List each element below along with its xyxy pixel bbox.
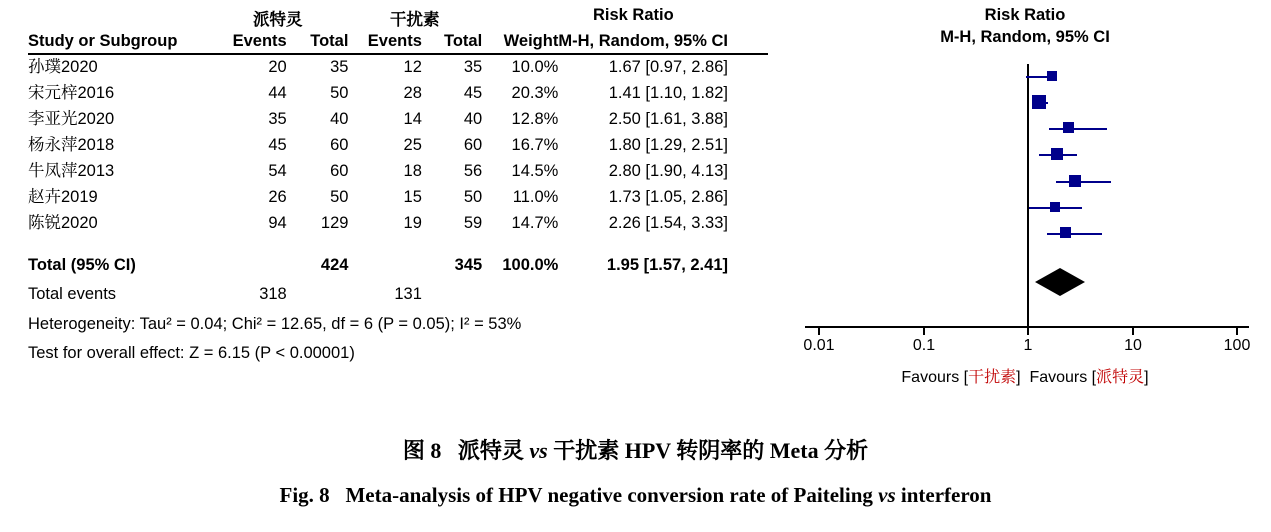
cell-events-exp: 45 [268,135,287,154]
table-row [28,211,768,237]
axis-tick-label: 10 [1124,337,1142,354]
cell-weight: 14.7% [511,213,559,232]
cell-total-weight: 100.0% [502,256,559,275]
effect-box [1063,122,1074,133]
cell-events-exp: 54 [268,161,287,180]
table-row [28,107,768,133]
figure-caption-chinese [0,434,1271,465]
cell-weight: 14.5% [511,161,559,180]
axis-tick [1236,328,1238,335]
favours-left-name: 干扰素 [968,369,1017,386]
caption-cn-a: 派特灵 [457,438,524,463]
caption-cn-vs: vs [529,438,548,463]
cell-events-exp: 26 [268,187,287,206]
cell-total-exp: 50 [330,83,349,102]
caption-cn-number: 图 8 [402,438,442,463]
cell-study: 赵卉2019 [28,187,98,206]
cell-events-ctl: 12 [403,58,422,76]
table-row [28,133,768,159]
favours-right-name: 派特灵 [1096,369,1145,386]
null-effect-line [1027,64,1029,328]
cell-total-exp: 60 [330,135,349,154]
cell-ci: 2.50 [1.61, 3.88] [608,109,728,128]
cell-study: 李亚光2020 [28,109,115,128]
cell-total-events-exp: 318 [259,285,287,304]
col-events-exp: Events [216,32,287,54]
cell-study: 杨永萍2018 [28,135,115,154]
table-body [28,54,768,308]
favours-left-close: ] [1016,369,1021,386]
cell-total-exp: 424 [320,256,349,275]
axis-tick-label: 1 [1023,337,1033,354]
axis-tick-label: 0.01 [803,337,835,354]
table-row [28,54,768,81]
table-row [28,159,768,185]
effect-box [1060,227,1071,238]
figure-caption-english [0,483,1271,508]
cell-weight: 20.3% [511,83,559,102]
cell-total-exp: 50 [330,187,349,206]
cell-total-ctl: 59 [463,213,483,232]
cell-ci: 1.67 [0.97, 2.86] [608,58,728,76]
col-ci: M-H, Random, 95% CI [558,32,768,54]
table-total-row [28,236,768,279]
favours-right-close: ] [1144,369,1149,386]
table-total-events-row [28,279,768,308]
cell-study: 陈锐2020 [28,213,98,232]
cell-te-blank1 [287,279,349,308]
ci-line [1049,128,1107,130]
cell-weight: 16.7% [511,135,559,154]
meta-analysis-table [28,6,768,366]
cell-total-exp: 129 [320,213,349,232]
cell-total-ctl: 45 [463,83,483,102]
col-total-exp: Total [287,32,349,54]
axis-tick [923,328,925,335]
effect-box [1050,202,1060,212]
cell-study: 宋元梓2016 [28,83,115,102]
caption-en-number: Fig. 8 [279,483,330,507]
cell-total-events-label: Total events [28,285,117,304]
caption-en-vs: vs [878,483,896,507]
group-headers [28,6,768,32]
cell-study: 孙璞2020 [28,58,98,76]
plot-subtitle: M-H, Random, 95% CI [940,28,1110,46]
effect-box [1047,71,1057,81]
cell-study: 牛凤萍2013 [28,161,115,180]
table-header-row [28,32,768,54]
summary-diamond [1035,268,1085,296]
axis-tick [1027,328,1029,335]
cell-events-exp: 94 [268,213,287,232]
favours-left-prefix: Favours [ [901,369,969,386]
plot-title: Risk Ratio [984,6,1066,24]
cell-total-exp: 40 [330,109,349,128]
table-risk-ratio-title: Risk Ratio [593,6,674,24]
cell-weight: 12.8% [511,109,559,128]
cell-ci: 1.73 [1.05, 2.86] [608,187,728,206]
col-total-ctl: Total [422,32,482,54]
forest-plot-panel [795,6,1255,396]
caption-cn-b: 干扰素 HPV 转阴率的 Meta 分析 [553,438,869,463]
cell-events-ctl: 28 [403,83,422,102]
cell-events-exp: 44 [268,83,287,102]
cell-total-blank1 [216,236,287,279]
cell-total-label: Total (95% CI) [28,256,136,275]
effect-box [1051,148,1063,160]
cell-ci: 1.80 [1.29, 2.51] [608,135,728,154]
ci-line [1056,181,1111,183]
cell-total-ctl: 345 [454,256,483,275]
cell-weight: 10.0% [511,58,559,76]
cell-total-events-ctl: 131 [394,285,422,304]
favours-labels [795,364,1255,387]
col-study: Study or Subgroup [28,32,216,54]
cell-weight: 11.0% [512,187,559,206]
overall-effect-line: Test for overall effect: Z = 6.15 (P < 0.00001) [28,344,355,363]
group-header-control: 干扰素 [390,11,440,29]
effect-box [1032,95,1046,109]
caption-en-b: interferon [900,483,992,507]
cell-events-ctl: 19 [403,213,422,232]
cell-total-exp: 60 [330,161,349,180]
table-row [28,81,768,107]
table-row [28,185,768,211]
cell-events-exp: 35 [268,109,287,128]
cell-total-blank2 [348,236,421,279]
col-events-ctl: Events [348,32,421,54]
cell-ci: 1.41 [1.10, 1.82] [608,83,728,102]
axis-tick-label: 0.1 [912,337,936,354]
group-header-experimental: 派特灵 [253,11,303,29]
axis-tick [818,328,820,335]
cell-total-ctl: 40 [463,109,483,128]
cell-events-ctl: 15 [403,187,422,206]
cell-te-blank2 [422,279,482,308]
cell-events-exp: 20 [268,58,287,76]
cell-total-ctl: 56 [463,161,483,180]
axis-tick-label: 100 [1223,337,1251,354]
ci-line [1047,233,1102,235]
axis-tick [1132,328,1134,335]
cell-total-ctl: 35 [463,58,483,76]
cell-te-blank3 [482,279,558,308]
cell-te-blank4 [558,279,768,308]
cell-events-ctl: 14 [403,109,422,128]
results-table [28,32,768,308]
col-weight: Weight [482,32,558,54]
cell-total-exp: 35 [330,58,349,76]
cell-ci: 2.26 [1.54, 3.33] [608,213,728,232]
cell-total-ctl: 60 [463,135,483,154]
favours-right-prefix: Favours [ [1029,369,1097,386]
cell-total-ci: 1.95 [1.57, 2.41] [606,256,728,275]
cell-events-ctl: 25 [403,135,422,154]
caption-en-a: Meta-analysis of HPV negative conversion rate of Paiteling [345,483,873,507]
effect-box [1069,175,1081,187]
heterogeneity-line: Heterogeneity: Tau² = 0.04; Chi² = 12.65, df = 6 (P = 0.05); I² = 53% [28,315,522,334]
cell-events-ctl: 18 [403,161,422,180]
cell-ci: 2.80 [1.90, 4.13] [608,161,728,180]
cell-total-ctl: 50 [463,187,483,206]
